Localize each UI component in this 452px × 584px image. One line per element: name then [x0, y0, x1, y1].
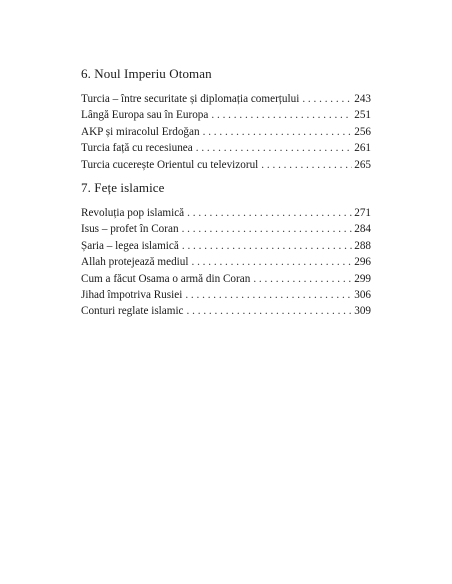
toc-entry-title: Allah protejează mediul: [81, 256, 189, 269]
toc-entry-page: 288: [354, 239, 371, 252]
toc-section-7: [81, 180, 371, 320]
toc-entry-page: 261: [354, 142, 371, 155]
dot-leader: [302, 91, 352, 107]
toc-entry: [81, 238, 371, 254]
toc-entry-list: [81, 91, 371, 173]
toc-entry-page: 271: [354, 207, 371, 219]
toc-entry: [81, 221, 371, 237]
toc-entry-title: Revoluția pop islamică: [81, 207, 185, 219]
toc-entry-page: 299: [354, 272, 371, 285]
toc-entry-page: 251: [354, 109, 371, 122]
toc-entry: [81, 254, 371, 270]
toc-entry: [81, 157, 371, 173]
dot-leader: [185, 287, 352, 303]
toc-entry-page: 265: [354, 158, 371, 171]
toc-entry-title: Turcia față cu recesiunea: [81, 142, 193, 155]
dot-leader: [211, 107, 352, 123]
dot-leader: [261, 157, 352, 173]
toc-entry-title: Isus – profet în Coran: [81, 223, 179, 236]
toc-entry-title: Conturi reglate islamic: [81, 305, 184, 318]
toc-entry-title: Turcia cucerește Orientul cu televizorul: [81, 158, 259, 171]
toc-entry-page: 243: [354, 93, 371, 105]
section-title: 7. Fețe islamice: [81, 180, 165, 195]
toc-entry: [81, 124, 371, 140]
dot-leader: [182, 238, 352, 254]
toc-entry-page: 284: [354, 223, 371, 236]
dot-leader: [203, 124, 353, 140]
toc-entry-title: Șaria – legea islamică: [81, 239, 179, 252]
toc-entry-page: 309: [354, 305, 371, 318]
toc-entry: [81, 287, 371, 303]
dot-leader: [187, 205, 352, 221]
toc-entry-title: Jihad împotriva Rusiei: [81, 289, 183, 302]
toc-entry-title: Cum a făcut Osama o armă din Coran: [81, 272, 251, 285]
toc-entry: [81, 205, 371, 221]
dot-leader: [253, 271, 352, 287]
toc-entry-page: 296: [354, 256, 371, 269]
toc-entry-list: [81, 205, 371, 320]
dot-leader: [187, 303, 353, 319]
dot-leader: [191, 254, 352, 270]
section-title: 6. Noul Imperiu Otoman: [81, 66, 212, 81]
toc-entry: [81, 91, 371, 107]
toc-section-6: [81, 66, 371, 173]
toc-entry-page: 306: [354, 289, 371, 302]
dot-leader: [196, 140, 353, 156]
toc-entry-title: AKP și miracolul Erdoğan: [81, 125, 200, 138]
toc-entry-title: Lângă Europa sau în Europa: [81, 109, 209, 122]
toc-entry-title: Turcia – între securitate și diplomația comerțului: [81, 93, 300, 105]
toc-entry: [81, 303, 371, 319]
toc-entry: [81, 107, 371, 123]
toc-entry: [81, 140, 371, 156]
dot-leader: [182, 221, 353, 237]
toc-entry-page: 256: [354, 125, 371, 138]
toc-entry: [81, 271, 371, 287]
